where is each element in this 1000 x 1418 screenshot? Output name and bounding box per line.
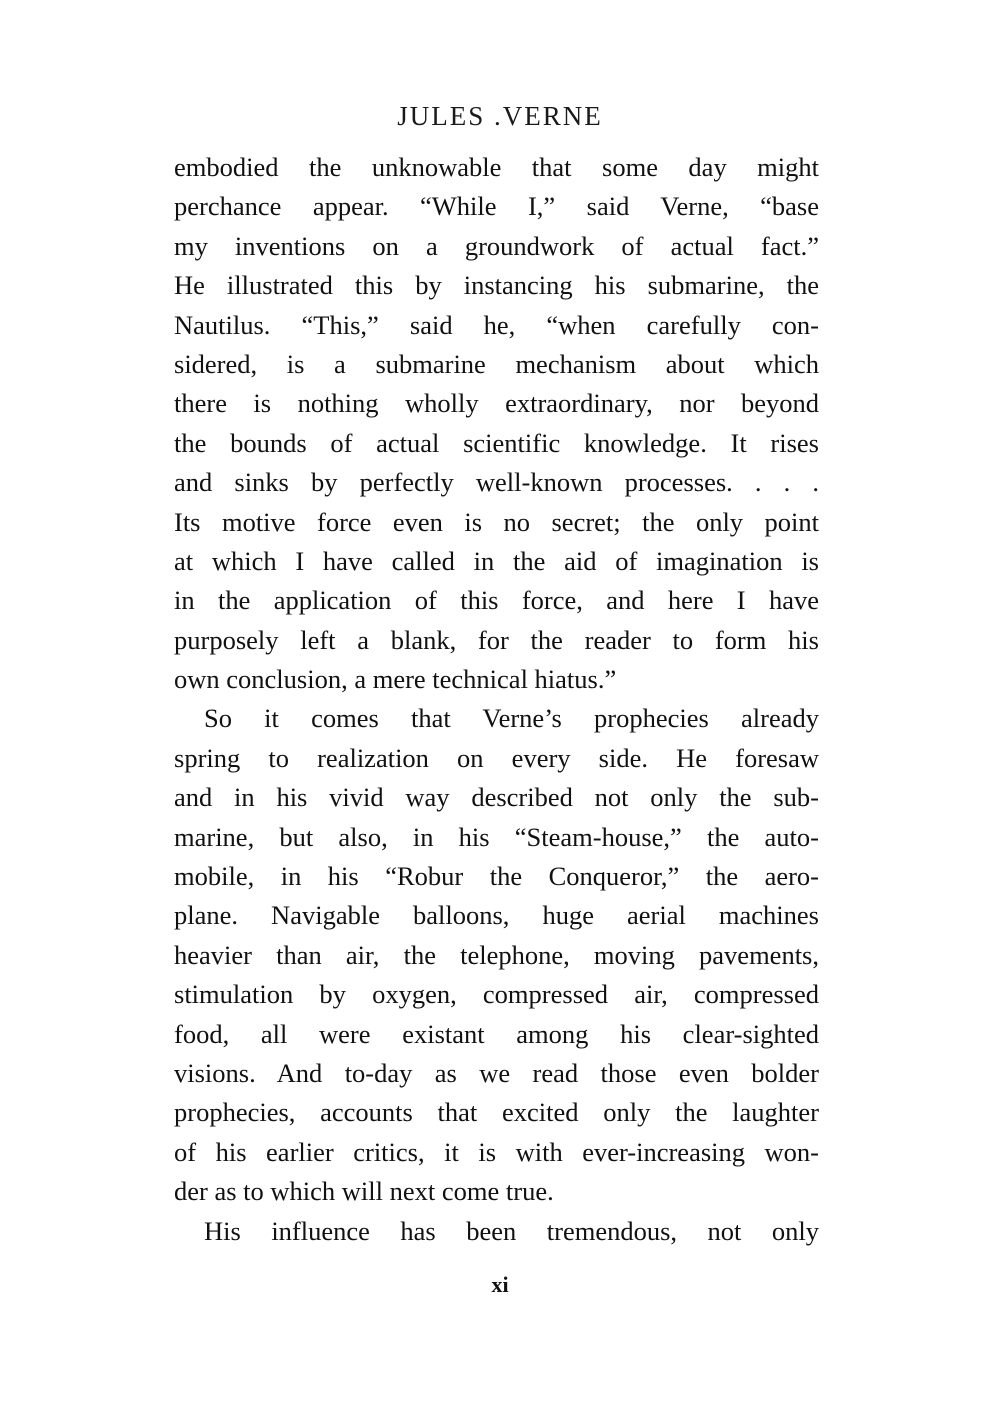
text-line: my inventions on a groundwork of actual fact.” [174, 230, 819, 261]
text-line: heavier than air, the telephone, moving pavements, [174, 939, 819, 970]
text-line: the bounds of actual scientific knowledge. It rises [174, 427, 819, 458]
text-line: and sinks by perfectly well-known processes. . . . [174, 467, 819, 498]
text-line: embodied the unknowable that some day might [174, 152, 819, 182]
text-line: there is nothing wholly extraordinary, nor beyond [174, 388, 819, 419]
text-line: and in his vivid way described not only the sub- [174, 782, 819, 813]
text-line: prophecies, accounts that excited only the laughter [174, 1097, 819, 1128]
text-line: marine, but also, in his “Steam-house,” the auto- [174, 821, 819, 852]
text-line: stimulation by oxygen, compressed air, compressed [174, 979, 819, 1010]
text-line: perchance appear. “While I,” said Verne, “base [174, 191, 819, 222]
text-line: purposely left a blank, for the reader to form his [174, 624, 819, 655]
text-line: der as to which will next come true. [174, 1176, 554, 1207]
text-line: food, all were existant among his clear-sighted [174, 1018, 819, 1049]
text-line: Nautilus. “This,” said he, “when carefully con- [174, 309, 819, 340]
body-text [174, 148, 819, 1251]
text-line: of his earlier critics, it is with ever-increasing won- [174, 1136, 819, 1167]
paragraph-first-line: So it comes that Verne’s prophecies already [204, 703, 819, 734]
running-head: JULES .VERNE [397, 101, 603, 131]
text-line: He illustrated this by instancing his submarine, the [174, 270, 819, 301]
page-number: xi [491, 1272, 509, 1297]
text-line: at which I have called in the aid of imagination is [174, 545, 819, 576]
text-line: visions. And to-day as we read those even bolder [174, 1057, 819, 1088]
text-line: in the application of this force, and here I have [174, 585, 819, 616]
text-line: mobile, in his “Robur the Conqueror,” the aero- [174, 861, 819, 892]
text-line: plane. Navigable balloons, huge aerial machines [174, 900, 819, 931]
text-line: own conclusion, a mere technical hiatus.” [174, 664, 617, 695]
text-line: Its motive force even is no secret; the only point [174, 506, 819, 537]
text-line: spring to realization on every side. He foresaw [174, 742, 819, 773]
text-line: sidered, is a submarine mechanism about which [174, 348, 819, 379]
paragraph-first-line: His influence has been tremendous, not only [204, 1215, 819, 1246]
